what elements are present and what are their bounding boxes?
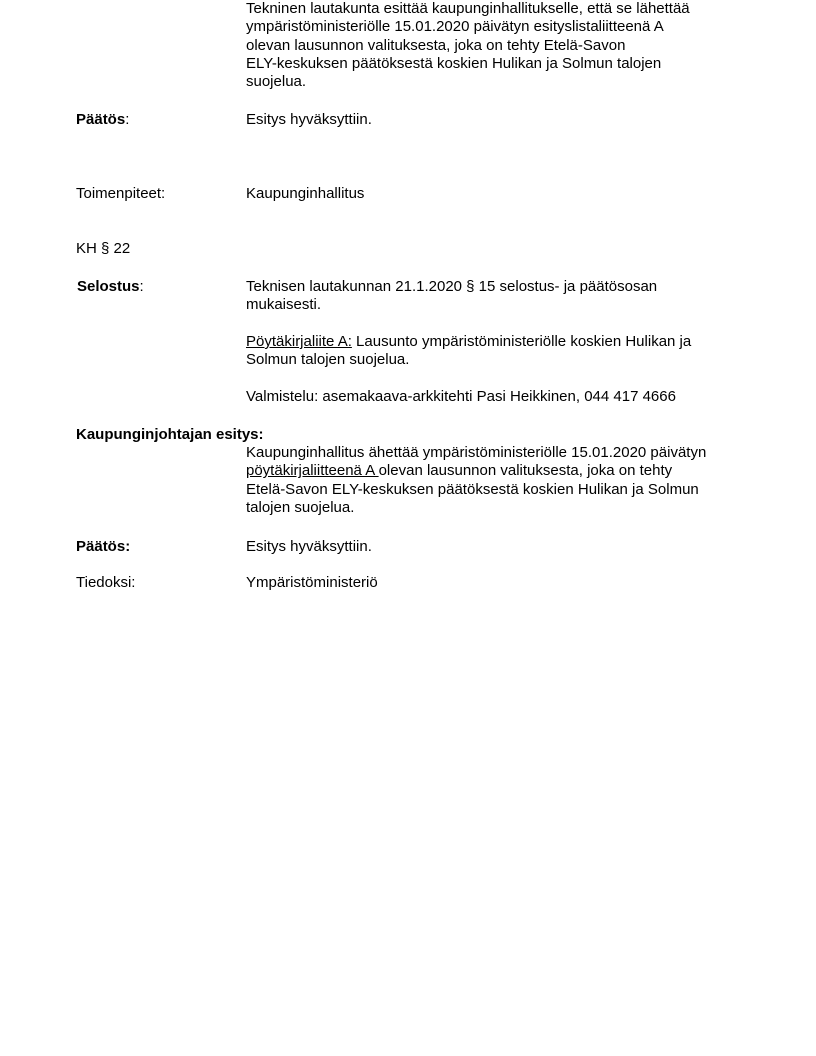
- mayor-proposal-line: Kaupunginhallitus ähettää ympäristöministeriölle 15.01.2020 päivätyn: [246, 444, 707, 461]
- intro-line: suojelua.: [246, 73, 307, 91]
- intro-paragraph: [246, 0, 746, 91]
- for-info-label: Tiedoksi:: [76, 574, 136, 591]
- decision-2-label: Päätös:: [76, 538, 131, 555]
- explanation-label-text: Selostus: [77, 278, 140, 295]
- mayor-proposal-text: [246, 444, 746, 517]
- decision-label-colon: :: [125, 111, 130, 128]
- actions-value: Kaupunginhallitus: [246, 185, 365, 202]
- mayor-proposal-line-rest: olevan lausunnon valituksesta, joka on tehty: [378, 462, 673, 480]
- section-id: KH § 22: [76, 240, 131, 257]
- intro-line: ympäristöministeriölle 15.01.2020 päivätyn esityslistaliitteenä A: [246, 18, 664, 36]
- actions-label: Toimenpiteet:: [76, 185, 166, 202]
- intro-line: ELY-keskuksen päätöksestä koskien Hulikan ja Solmun talojen: [246, 54, 662, 72]
- explanation-line: Teknisen lautakunnan 21.1.2020 § 15 selostus- ja päätösosan: [246, 278, 658, 295]
- explanation-text: [246, 278, 746, 315]
- decision-label: [76, 111, 129, 129]
- attachment-desc-line2: Solmun talojen suojelua.: [246, 351, 410, 369]
- attachment-paragraph: [246, 333, 746, 370]
- decision-value: Esitys hyväksyttiin.: [246, 111, 372, 128]
- explanation-label: [77, 278, 144, 296]
- mayor-proposal-line: Etelä-Savon ELY-keskuksen päätöksestä koskien Hulikan ja Solmun: [246, 480, 699, 498]
- explanation-line: mukaisesti.: [246, 296, 322, 314]
- intro-line: Tekninen lautakunta esittää kaupunginhallitukselle, että se lähettää: [246, 0, 690, 17]
- decision-label-text: Päätös: [76, 111, 126, 128]
- for-info-value: Ympäristöministeriö: [246, 574, 378, 591]
- explanation-label-colon: :: [139, 278, 144, 295]
- attachment-link[interactable]: Pöytäkirjaliite A:: [246, 333, 352, 350]
- attachment-desc: Lausunto ympäristöministeriölle koskien Hulikan ja: [351, 333, 692, 350]
- decision-2-value: Esitys hyväksyttiin.: [246, 538, 372, 555]
- attachment-link-2[interactable]: pöytäkirjaliitteenä A: [246, 462, 379, 480]
- preparer-line: Valmistelu: asemakaava-arkkitehti Pasi Heikkinen, 044 417 4666: [246, 388, 676, 405]
- mayor-proposal-label: Kaupunginjohtajan esitys:: [76, 426, 264, 443]
- intro-line: olevan lausunnon valituksesta, joka on tehty Etelä-Savon: [246, 36, 626, 54]
- mayor-proposal-line: talojen suojelua.: [246, 498, 355, 516]
